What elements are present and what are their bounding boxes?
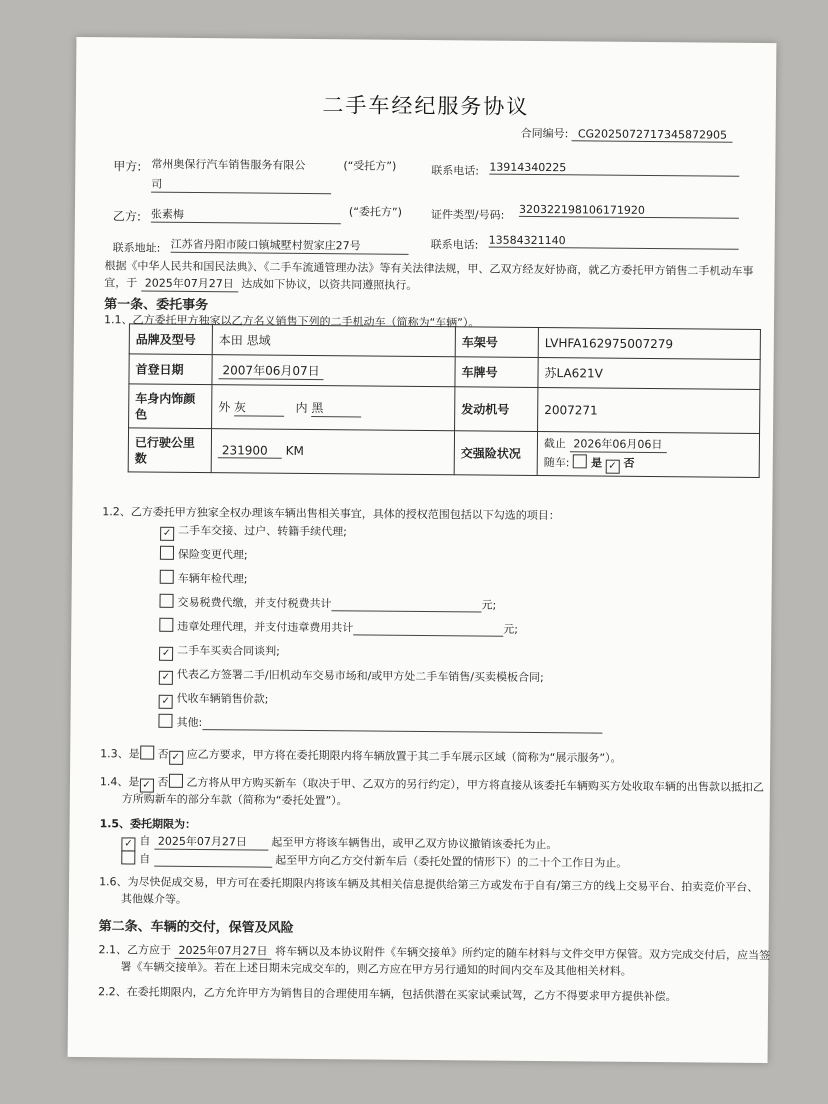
authorization-suffix: 元; (503, 622, 519, 636)
authorization-checkbox[interactable]: ✓ (159, 647, 173, 661)
clause-1-6-line2: 其他媒介等。 (120, 892, 187, 906)
authorization-label: 代表乙方签署二手/旧机动车交易市场和/或甲方处二手车销售/买卖模板合同; (176, 667, 544, 685)
plate-label: 车牌号 (455, 357, 538, 388)
clause-1-2-intro: 1.2、乙方委托甲方独家全权办理该车辆出售相关事宜，具体的授权范围包括以下勾选的项目： (102, 505, 560, 523)
party-a-name-line1: 常州奥保行汽车销售服务有限公 (151, 157, 306, 172)
clause-1-3: 1.3、是 否 ✓ 应乙方要求，甲方将在委托期限内将车辆放置于其二手车展示区域（简称为“展示服务”）。 (100, 747, 622, 765)
contract-number: 合同编号: CG2025072717345872905 (521, 125, 734, 143)
intro-date: 2025年07月27日 (141, 275, 238, 293)
authorization-item (158, 714, 602, 734)
party-a-phone-label: 联系电话: (431, 164, 480, 178)
authorization-item (159, 618, 518, 637)
party-b-id: 320322198106171920 (519, 203, 739, 219)
clause-1-4-line2: 方所购新车的部分车款（简称为“委托处置”）。 (121, 792, 348, 808)
document-title: 二手车经纪服务协议 (322, 93, 530, 119)
authorization-label: 违章处理代理，并支付违章费用共计 (177, 619, 354, 635)
party-a-phone: 13914340225 (489, 161, 739, 177)
authorization-label: 二手车交接、过户、转籍手续代理; (178, 523, 347, 539)
authorization-label: 二手车买卖合同谈判; (177, 643, 280, 658)
party-b-label: 乙方: (112, 209, 142, 224)
handover-date: 2025年07月27日 (174, 942, 271, 960)
display-no-checkbox[interactable]: ✓ (169, 751, 183, 765)
authorization-label: 代收车辆销售价款; (176, 691, 269, 706)
authorization-checkbox[interactable] (160, 570, 174, 584)
authorization-item (159, 666, 544, 688)
insurance-label: 交强险状况 (454, 431, 537, 476)
authorization-suffix: 元; (481, 598, 497, 612)
clause-2-1-line2: 署《车辆交接单》。若在上述日期未完成交车的，则乙方应在甲方另行通知的时间内交车及其他相关材料。 (120, 960, 632, 978)
term-1-date: 2025年07月27日 (154, 833, 268, 851)
color-label: 车身内饰颜色 (129, 384, 212, 429)
authorization-item (159, 642, 280, 662)
mileage-cell: 231900 KM (211, 429, 454, 475)
contract-sheet (68, 37, 777, 1063)
reg-date-cell (212, 355, 455, 387)
authorization-item (159, 690, 269, 710)
plate-value: 苏LA621V (538, 358, 760, 390)
authorization-item (159, 594, 496, 613)
brand-value: 本田 思域 (212, 325, 455, 357)
party-a-name-line2: 司 (151, 176, 331, 195)
clause-1-6-line1: 1.6、为尽快促成交易，甲方可在委托期限内将该车辆及其相关信息提供给第三方或发布于自有/第三方的线上交易平台、拍卖竞价平台、 (99, 875, 759, 894)
authorization-checkbox[interactable]: ✓ (159, 671, 173, 685)
vin-label: 车架号 (455, 327, 538, 358)
party-b-role: (“委托方”) (348, 205, 402, 219)
term-row-1: ✓ 自 2025年07月27日 起至甲方将该车辆售出，或甲乙双方协议撤销该委托为止。 (121, 832, 557, 855)
term-row-2: 自 起至甲方向乙方交付新车后（委托处置的情形下）的二十个工作日为止。 (121, 850, 627, 870)
reg-date-value: 2007年06月07日 (218, 361, 323, 380)
clause-1-4: 1.4、是 ✓ 否 乙方将从甲方购买新车（取决于甲、乙双方的另行约定），甲方将直接从该委托车辆购买方处收取车辆的出售款以抵扣乙 (99, 775, 764, 794)
disposal-yes-checkbox[interactable]: ✓ (139, 779, 153, 793)
insurance-no-checkbox[interactable]: ✓ (605, 459, 619, 473)
mileage-label: 已行驶公里数 (128, 428, 211, 473)
authorization-item (160, 522, 347, 543)
interior-color: 黑 (311, 399, 361, 417)
authorization-item (160, 546, 248, 563)
authorization-label: 其他: (176, 715, 203, 730)
clause-2-2: 2.2、在委托期限内，乙方允许甲方为销售目的合理使用车辆，包括供潜在买家试乘试驾，乙方不得要求甲方提供补偿。 (98, 985, 677, 1004)
party-b-phone: 13584321140 (489, 234, 739, 250)
section1-title: 第一条、委托事务 (104, 297, 209, 314)
contact-address: 江苏省丹阳市陵口镇城墅村贺家庄27号 (171, 236, 409, 255)
intro-line1: 根据《中华人民共和国民法典》、《二手车流通管理办法》等有关法律法规，甲、乙双方经友好协商，就乙方委托甲方销售二手机动车事 (104, 259, 754, 278)
clause-2-1-line1: 2.1、乙方应于 2025年07月27日 将车辆以及本协议附件《车辆交接单》所约定的随车材料与文件交甲方保管。双方完成交付后，应当签 (98, 943, 771, 963)
mileage-value: 231900 (218, 443, 282, 459)
insurance-until: 2026年06月06日 (569, 435, 666, 453)
intro-line2: 宜，于 2025年07月27日 达成如下协议，以资共同遵照执行。 (104, 276, 418, 292)
insurance-yes-checkbox[interactable] (573, 454, 587, 468)
engine-label: 发动机号 (455, 387, 538, 432)
authorization-checkbox[interactable]: ✓ (160, 527, 174, 541)
party-b-id-label: 证件类型/号码: (430, 208, 505, 222)
brand-label: 品牌及型号 (129, 324, 212, 355)
party-b-phone-label: 联系电话: (430, 238, 479, 252)
exterior-color: 灰 (234, 398, 284, 416)
color-cell: 外 灰 内 黑 (212, 385, 455, 431)
party-a-role: (“受托方”) (343, 159, 397, 173)
display-yes-checkbox[interactable] (140, 746, 154, 760)
authorization-label: 交易税费代缴，并支付税费共计 (177, 595, 332, 611)
insurance-cell: 截止 2026年06月06日 随车: 是 ✓ 否 (537, 432, 759, 478)
authorization-checkbox[interactable] (158, 714, 172, 728)
clause-1-5-title: 1.5、委托期限为： (99, 817, 197, 832)
authorization-checkbox[interactable] (159, 594, 173, 608)
vin-value: LVHFA162975007279 (538, 328, 760, 360)
section2-title: 第二条、车辆的交付，保管及风险 (98, 919, 294, 936)
reg-date-label: 首登日期 (129, 354, 212, 385)
contact-address-label: 联系地址: (112, 241, 161, 255)
disposal-no-checkbox[interactable] (168, 774, 182, 788)
party-b-name: 张素梅 (151, 206, 341, 225)
authorization-checkbox[interactable] (160, 546, 174, 560)
clause-1-1: 1.1、乙方委托甲方独家以乙方名义销售下列的二手机动车（简称为“车辆”）。 (103, 313, 480, 330)
vehicle-table (128, 323, 761, 478)
engine-value: 2007271 (538, 388, 760, 434)
party-a-label: 甲方: (113, 159, 142, 174)
term-1-checkbox[interactable]: ✓ (121, 837, 135, 851)
authorization-checkbox[interactable]: ✓ (159, 695, 173, 709)
authorization-label: 车辆年检代理; (177, 571, 248, 586)
authorization-checkbox[interactable] (159, 618, 173, 632)
authorization-label: 保险变更代理; (177, 547, 248, 562)
authorization-item (160, 570, 248, 587)
term-2-checkbox[interactable] (121, 850, 135, 864)
